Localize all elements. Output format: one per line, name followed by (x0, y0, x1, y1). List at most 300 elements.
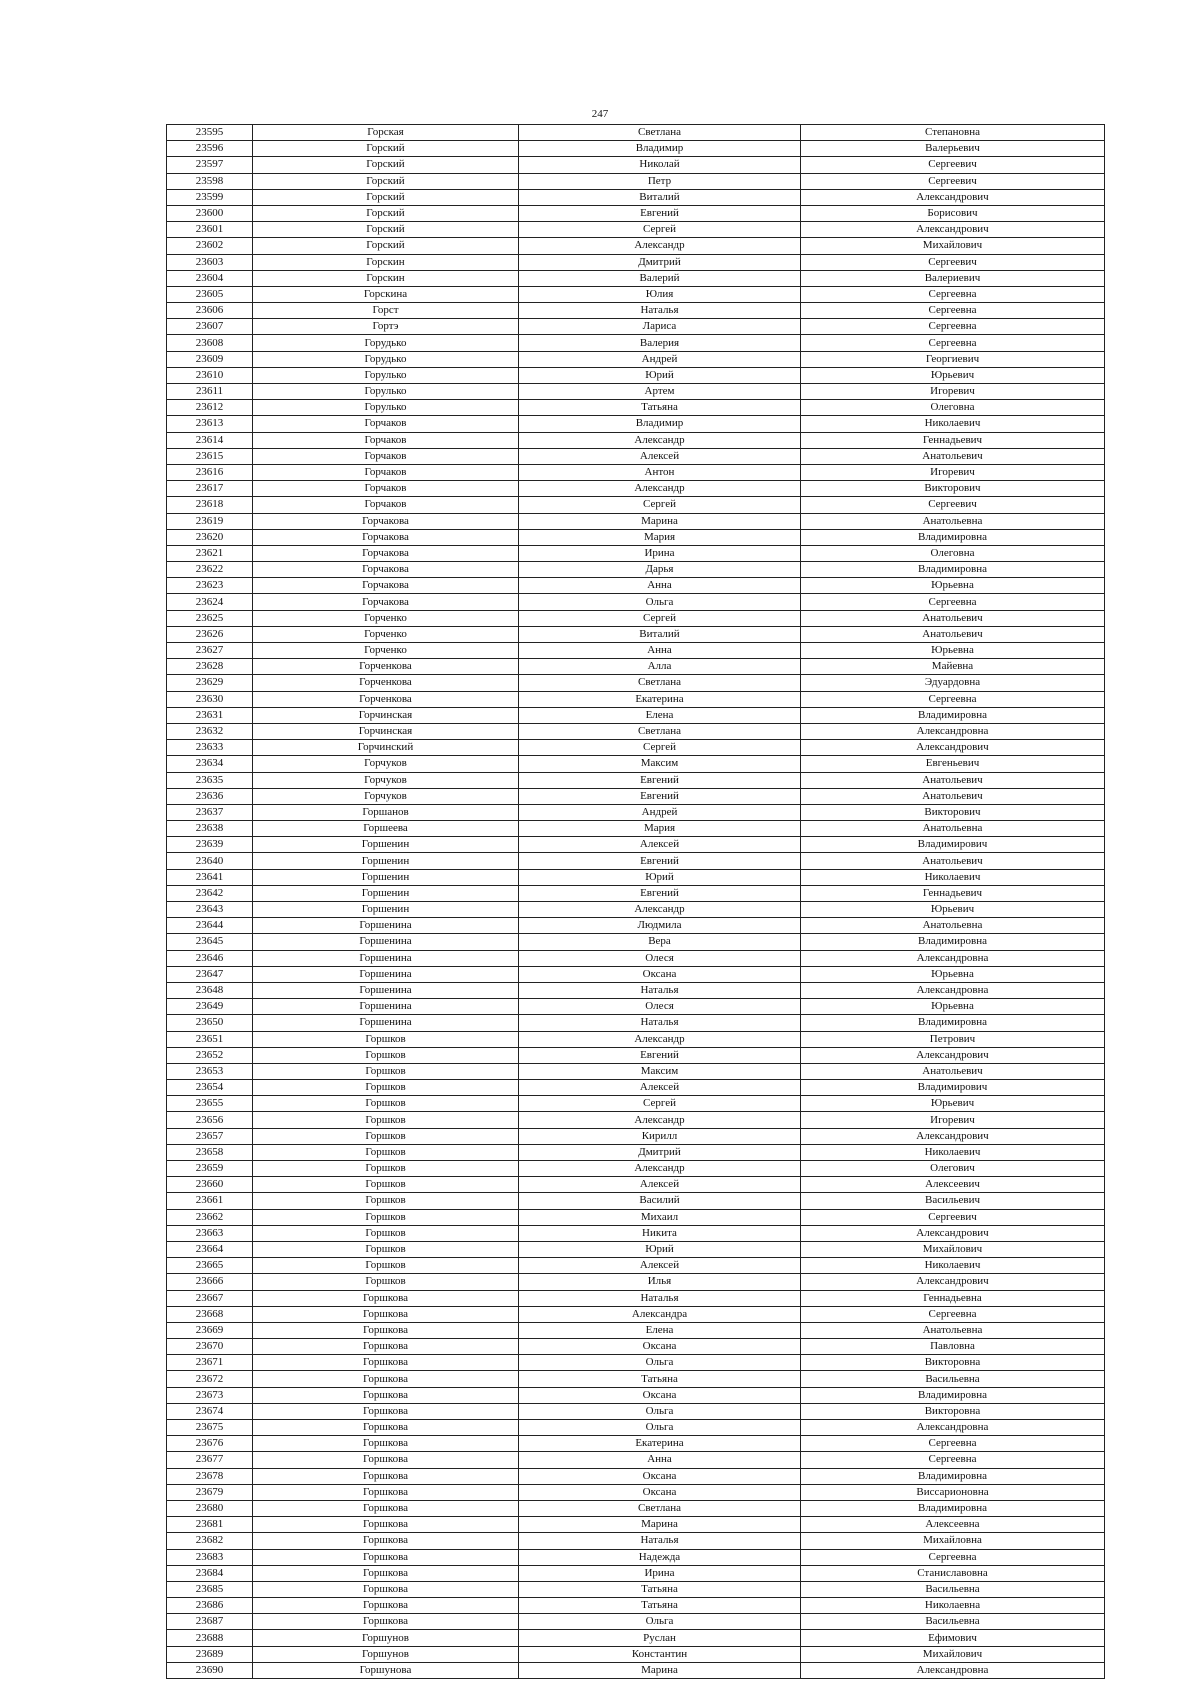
surname-cell: Горшков (253, 1128, 519, 1144)
record-number-cell: 23601 (167, 222, 253, 238)
first-name-cell: Дмитрий (519, 1144, 801, 1160)
surname-cell: Горшкова (253, 1565, 519, 1581)
patronymic-cell: Владимирович (801, 837, 1105, 853)
record-number-cell: 23628 (167, 659, 253, 675)
table-row (167, 1209, 1105, 1225)
patronymic-cell: Александрович (801, 222, 1105, 238)
patronymic-cell: Сергеевна (801, 335, 1105, 351)
record-number-cell: 23639 (167, 837, 253, 853)
record-number-cell: 23625 (167, 610, 253, 626)
first-name-cell: Максим (519, 756, 801, 772)
first-name-cell: Евгений (519, 205, 801, 221)
record-number-cell: 23677 (167, 1452, 253, 1468)
table-row (167, 1468, 1105, 1484)
patronymic-cell: Ефимович (801, 1630, 1105, 1646)
record-number-cell: 23657 (167, 1128, 253, 1144)
first-name-cell: Наталья (519, 303, 801, 319)
first-name-cell: Вера (519, 934, 801, 950)
table-row (167, 1500, 1105, 1516)
patronymic-cell: Анатольевич (801, 788, 1105, 804)
surname-cell: Горшков (253, 1096, 519, 1112)
patronymic-cell: Александровна (801, 1662, 1105, 1678)
first-name-cell: Андрей (519, 804, 801, 820)
table-row (167, 934, 1105, 950)
patronymic-cell: Сергеевна (801, 594, 1105, 610)
record-number-cell: 23603 (167, 254, 253, 270)
patronymic-cell: Сергеевна (801, 1452, 1105, 1468)
first-name-cell: Владимир (519, 416, 801, 432)
surname-cell: Горский (253, 205, 519, 221)
first-name-cell: Юрий (519, 1241, 801, 1257)
table-row (167, 319, 1105, 335)
first-name-cell: Алла (519, 659, 801, 675)
table-row (167, 1047, 1105, 1063)
patronymic-cell: Николаевич (801, 416, 1105, 432)
record-number-cell: 23688 (167, 1630, 253, 1646)
table-row (167, 1549, 1105, 1565)
registry-table (166, 124, 1105, 1679)
patronymic-cell: Николаевна (801, 1598, 1105, 1614)
record-number-cell: 23640 (167, 853, 253, 869)
table-row (167, 643, 1105, 659)
first-name-cell: Оксана (519, 966, 801, 982)
record-number-cell: 23645 (167, 934, 253, 950)
table-row (167, 691, 1105, 707)
first-name-cell: Александр (519, 1031, 801, 1047)
table-row (167, 966, 1105, 982)
surname-cell: Горшкова (253, 1436, 519, 1452)
patronymic-cell: Владимировна (801, 1468, 1105, 1484)
first-name-cell: Марина (519, 1662, 801, 1678)
patronymic-cell: Сергеевна (801, 319, 1105, 335)
first-name-cell: Сергей (519, 1096, 801, 1112)
surname-cell: Горшков (253, 1047, 519, 1063)
surname-cell: Горский (253, 157, 519, 173)
patronymic-cell: Васильевич (801, 1193, 1105, 1209)
first-name-cell: Ирина (519, 1565, 801, 1581)
record-number-cell: 23682 (167, 1533, 253, 1549)
record-number-cell: 23651 (167, 1031, 253, 1047)
first-name-cell: Наталья (519, 1290, 801, 1306)
table-row (167, 1533, 1105, 1549)
table-row (167, 303, 1105, 319)
registry-table-body (167, 125, 1105, 1679)
patronymic-cell: Александровна (801, 982, 1105, 998)
surname-cell: Горчакова (253, 529, 519, 545)
surname-cell: Горшкова (253, 1468, 519, 1484)
surname-cell: Горшкова (253, 1484, 519, 1500)
first-name-cell: Людмила (519, 918, 801, 934)
patronymic-cell: Петрович (801, 1031, 1105, 1047)
table-row (167, 205, 1105, 221)
surname-cell: Горчуков (253, 756, 519, 772)
table-row (167, 675, 1105, 691)
first-name-cell: Александр (519, 481, 801, 497)
patronymic-cell: Александрович (801, 1225, 1105, 1241)
patronymic-cell: Павловна (801, 1339, 1105, 1355)
table-row (167, 545, 1105, 561)
record-number-cell: 23668 (167, 1306, 253, 1322)
table-row (167, 1565, 1105, 1581)
surname-cell: Горшенин (253, 853, 519, 869)
record-number-cell: 23685 (167, 1581, 253, 1597)
patronymic-cell: Сергеевна (801, 1306, 1105, 1322)
first-name-cell: Ольга (519, 1614, 801, 1630)
table-row (167, 1290, 1105, 1306)
table-row (167, 1371, 1105, 1387)
record-number-cell: 23660 (167, 1177, 253, 1193)
patronymic-cell: Алексеевна (801, 1517, 1105, 1533)
patronymic-cell: Викторовна (801, 1403, 1105, 1419)
first-name-cell: Михаил (519, 1209, 801, 1225)
first-name-cell: Евгений (519, 853, 801, 869)
table-row (167, 869, 1105, 885)
table-row (167, 1112, 1105, 1128)
record-number-cell: 23607 (167, 319, 253, 335)
patronymic-cell: Георгиевич (801, 351, 1105, 367)
surname-cell: Горченко (253, 610, 519, 626)
first-name-cell: Мария (519, 821, 801, 837)
first-name-cell: Александр (519, 902, 801, 918)
surname-cell: Горшенина (253, 1015, 519, 1031)
record-number-cell: 23630 (167, 691, 253, 707)
table-row (167, 756, 1105, 772)
patronymic-cell: Васильевна (801, 1581, 1105, 1597)
record-number-cell: 23678 (167, 1468, 253, 1484)
surname-cell: Горчаков (253, 432, 519, 448)
patronymic-cell: Станиславовна (801, 1565, 1105, 1581)
patronymic-cell: Анатольевич (801, 772, 1105, 788)
patronymic-cell: Сергеевич (801, 497, 1105, 513)
surname-cell: Горскин (253, 254, 519, 270)
first-name-cell: Алексей (519, 837, 801, 853)
first-name-cell: Мария (519, 529, 801, 545)
record-number-cell: 23631 (167, 707, 253, 723)
first-name-cell: Александр (519, 1161, 801, 1177)
surname-cell: Горшенина (253, 934, 519, 950)
record-number-cell: 23647 (167, 966, 253, 982)
surname-cell: Горшунов (253, 1630, 519, 1646)
patronymic-cell: Владимировна (801, 529, 1105, 545)
record-number-cell: 23619 (167, 513, 253, 529)
patronymic-cell: Владимировна (801, 1015, 1105, 1031)
first-name-cell: Оксана (519, 1484, 801, 1500)
table-row (167, 173, 1105, 189)
surname-cell: Горшунов (253, 1646, 519, 1662)
first-name-cell: Наталья (519, 982, 801, 998)
record-number-cell: 23637 (167, 804, 253, 820)
table-row (167, 1403, 1105, 1419)
patronymic-cell: Сергеевич (801, 157, 1105, 173)
first-name-cell: Светлана (519, 675, 801, 691)
first-name-cell: Оксана (519, 1387, 801, 1403)
patronymic-cell: Сергеевич (801, 1209, 1105, 1225)
surname-cell: Горшкова (253, 1339, 519, 1355)
record-number-cell: 23635 (167, 772, 253, 788)
record-number-cell: 23690 (167, 1662, 253, 1678)
record-number-cell: 23633 (167, 740, 253, 756)
surname-cell: Горский (253, 173, 519, 189)
patronymic-cell: Анатольевич (801, 610, 1105, 626)
surname-cell: Горчаков (253, 464, 519, 480)
table-row (167, 950, 1105, 966)
table-row (167, 772, 1105, 788)
record-number-cell: 23687 (167, 1614, 253, 1630)
table-row (167, 853, 1105, 869)
surname-cell: Горченкова (253, 659, 519, 675)
surname-cell: Горшенина (253, 982, 519, 998)
surname-cell: Горчакова (253, 578, 519, 594)
patronymic-cell: Олеговна (801, 545, 1105, 561)
surname-cell: Гортэ (253, 319, 519, 335)
first-name-cell: Евгений (519, 885, 801, 901)
table-row (167, 464, 1105, 480)
patronymic-cell: Сергеевич (801, 173, 1105, 189)
record-number-cell: 23634 (167, 756, 253, 772)
table-row (167, 1015, 1105, 1031)
patronymic-cell: Юрьевна (801, 578, 1105, 594)
surname-cell: Горшков (253, 1177, 519, 1193)
surname-cell: Горчинская (253, 723, 519, 739)
patronymic-cell: Викторович (801, 481, 1105, 497)
surname-cell: Горшков (253, 1112, 519, 1128)
surname-cell: Горчуков (253, 772, 519, 788)
record-number-cell: 23614 (167, 432, 253, 448)
table-row (167, 821, 1105, 837)
patronymic-cell: Александрович (801, 189, 1105, 205)
first-name-cell: Валерий (519, 270, 801, 286)
table-row (167, 1096, 1105, 1112)
first-name-cell: Татьяна (519, 1581, 801, 1597)
surname-cell: Горшенин (253, 837, 519, 853)
patronymic-cell: Михайлович (801, 1646, 1105, 1662)
patronymic-cell: Степановна (801, 125, 1105, 141)
first-name-cell: Юрий (519, 367, 801, 383)
table-row (167, 1662, 1105, 1678)
record-number-cell: 23661 (167, 1193, 253, 1209)
table-row (167, 384, 1105, 400)
surname-cell: Горшеева (253, 821, 519, 837)
table-row (167, 1484, 1105, 1500)
surname-cell: Горулько (253, 384, 519, 400)
table-row (167, 1517, 1105, 1533)
patronymic-cell: Владимирович (801, 1080, 1105, 1096)
first-name-cell: Александр (519, 1112, 801, 1128)
surname-cell: Горшенин (253, 902, 519, 918)
table-row (167, 416, 1105, 432)
surname-cell: Горшенин (253, 885, 519, 901)
first-name-cell: Никита (519, 1225, 801, 1241)
table-row (167, 254, 1105, 270)
surname-cell: Горчакова (253, 562, 519, 578)
first-name-cell: Анна (519, 578, 801, 594)
first-name-cell: Светлана (519, 723, 801, 739)
surname-cell: Горшкова (253, 1306, 519, 1322)
table-row (167, 1031, 1105, 1047)
surname-cell: Горст (253, 303, 519, 319)
surname-cell: Горшенина (253, 950, 519, 966)
surname-cell: Горшкова (253, 1371, 519, 1387)
first-name-cell: Екатерина (519, 1436, 801, 1452)
surname-cell: Горшков (253, 1274, 519, 1290)
record-number-cell: 23642 (167, 885, 253, 901)
table-row (167, 222, 1105, 238)
table-row (167, 1646, 1105, 1662)
surname-cell: Горшкова (253, 1549, 519, 1565)
record-number-cell: 23664 (167, 1241, 253, 1257)
record-number-cell: 23684 (167, 1565, 253, 1581)
table-row (167, 1225, 1105, 1241)
patronymic-cell: Александрович (801, 740, 1105, 756)
table-row (167, 1063, 1105, 1079)
record-number-cell: 23620 (167, 529, 253, 545)
patronymic-cell: Олегович (801, 1161, 1105, 1177)
patronymic-cell: Владимировна (801, 1387, 1105, 1403)
table-row (167, 1193, 1105, 1209)
first-name-cell: Наталья (519, 1015, 801, 1031)
patronymic-cell: Олеговна (801, 400, 1105, 416)
record-number-cell: 23602 (167, 238, 253, 254)
table-row (167, 1177, 1105, 1193)
first-name-cell: Светлана (519, 125, 801, 141)
patronymic-cell: Виссарионовна (801, 1484, 1105, 1500)
first-name-cell: Константин (519, 1646, 801, 1662)
patronymic-cell: Александровна (801, 1420, 1105, 1436)
first-name-cell: Евгений (519, 1047, 801, 1063)
patronymic-cell: Игоревич (801, 1112, 1105, 1128)
table-row (167, 918, 1105, 934)
record-number-cell: 23610 (167, 367, 253, 383)
patronymic-cell: Михайловна (801, 1533, 1105, 1549)
record-number-cell: 23648 (167, 982, 253, 998)
surname-cell: Горскин (253, 270, 519, 286)
surname-cell: Горшков (253, 1063, 519, 1079)
record-number-cell: 23653 (167, 1063, 253, 1079)
table-row (167, 189, 1105, 205)
surname-cell: Горшков (253, 1080, 519, 1096)
table-row (167, 885, 1105, 901)
table-row (167, 837, 1105, 853)
record-number-cell: 23609 (167, 351, 253, 367)
patronymic-cell: Евгеньевич (801, 756, 1105, 772)
surname-cell: Горудько (253, 351, 519, 367)
first-name-cell: Артем (519, 384, 801, 400)
patronymic-cell: Геннадьевич (801, 885, 1105, 901)
record-number-cell: 23596 (167, 141, 253, 157)
record-number-cell: 23674 (167, 1403, 253, 1419)
surname-cell: Горшков (253, 1161, 519, 1177)
first-name-cell: Ольга (519, 1355, 801, 1371)
record-number-cell: 23605 (167, 286, 253, 302)
table-row (167, 594, 1105, 610)
first-name-cell: Алексей (519, 1177, 801, 1193)
table-row (167, 1436, 1105, 1452)
first-name-cell: Александра (519, 1306, 801, 1322)
record-number-cell: 23654 (167, 1080, 253, 1096)
patronymic-cell: Васильевна (801, 1371, 1105, 1387)
first-name-cell: Дарья (519, 562, 801, 578)
record-number-cell: 23644 (167, 918, 253, 934)
first-name-cell: Александр (519, 432, 801, 448)
patronymic-cell: Михайлович (801, 238, 1105, 254)
table-row (167, 238, 1105, 254)
table-row (167, 804, 1105, 820)
patronymic-cell: Эдуардовна (801, 675, 1105, 691)
surname-cell: Горшкова (253, 1581, 519, 1597)
table-row (167, 1614, 1105, 1630)
table-row (167, 723, 1105, 739)
patronymic-cell: Анатольевна (801, 821, 1105, 837)
surname-cell: Горшкова (253, 1387, 519, 1403)
surname-cell: Горшкова (253, 1533, 519, 1549)
record-number-cell: 23673 (167, 1387, 253, 1403)
first-name-cell: Руслан (519, 1630, 801, 1646)
patronymic-cell: Валериевич (801, 270, 1105, 286)
table-row (167, 367, 1105, 383)
table-row (167, 1161, 1105, 1177)
first-name-cell: Марина (519, 513, 801, 529)
surname-cell: Горчаков (253, 448, 519, 464)
surname-cell: Горчаков (253, 497, 519, 513)
table-row (167, 707, 1105, 723)
first-name-cell: Петр (519, 173, 801, 189)
first-name-cell: Алексей (519, 1080, 801, 1096)
first-name-cell: Максим (519, 1063, 801, 1079)
table-row (167, 1630, 1105, 1646)
record-number-cell: 23643 (167, 902, 253, 918)
surname-cell: Горшкова (253, 1322, 519, 1338)
table-row (167, 1258, 1105, 1274)
surname-cell: Горшенин (253, 869, 519, 885)
record-number-cell: 23662 (167, 1209, 253, 1225)
record-number-cell: 23681 (167, 1517, 253, 1533)
patronymic-cell: Владимировна (801, 562, 1105, 578)
surname-cell: Горшкова (253, 1517, 519, 1533)
patronymic-cell: Геннадьевич (801, 432, 1105, 448)
table-row (167, 335, 1105, 351)
first-name-cell: Юрий (519, 869, 801, 885)
surname-cell: Горшкова (253, 1500, 519, 1516)
table-row (167, 610, 1105, 626)
table-row (167, 1452, 1105, 1468)
first-name-cell: Андрей (519, 351, 801, 367)
first-name-cell: Александр (519, 238, 801, 254)
surname-cell: Горская (253, 125, 519, 141)
first-name-cell: Елена (519, 707, 801, 723)
first-name-cell: Олеся (519, 950, 801, 966)
table-row (167, 659, 1105, 675)
table-row (167, 1420, 1105, 1436)
first-name-cell: Татьяна (519, 1598, 801, 1614)
first-name-cell: Юлия (519, 286, 801, 302)
table-row (167, 1355, 1105, 1371)
record-number-cell: 23621 (167, 545, 253, 561)
first-name-cell: Светлана (519, 1500, 801, 1516)
surname-cell: Горшков (253, 1225, 519, 1241)
first-name-cell: Татьяна (519, 1371, 801, 1387)
record-number-cell: 23646 (167, 950, 253, 966)
patronymic-cell: Владимировна (801, 934, 1105, 950)
patronymic-cell: Юрьевич (801, 367, 1105, 383)
surname-cell: Горченко (253, 643, 519, 659)
record-number-cell: 23665 (167, 1258, 253, 1274)
record-number-cell: 23600 (167, 205, 253, 221)
record-number-cell: 23604 (167, 270, 253, 286)
patronymic-cell: Анатольевна (801, 918, 1105, 934)
record-number-cell: 23626 (167, 626, 253, 642)
surname-cell: Горчуков (253, 788, 519, 804)
surname-cell: Горченкова (253, 675, 519, 691)
